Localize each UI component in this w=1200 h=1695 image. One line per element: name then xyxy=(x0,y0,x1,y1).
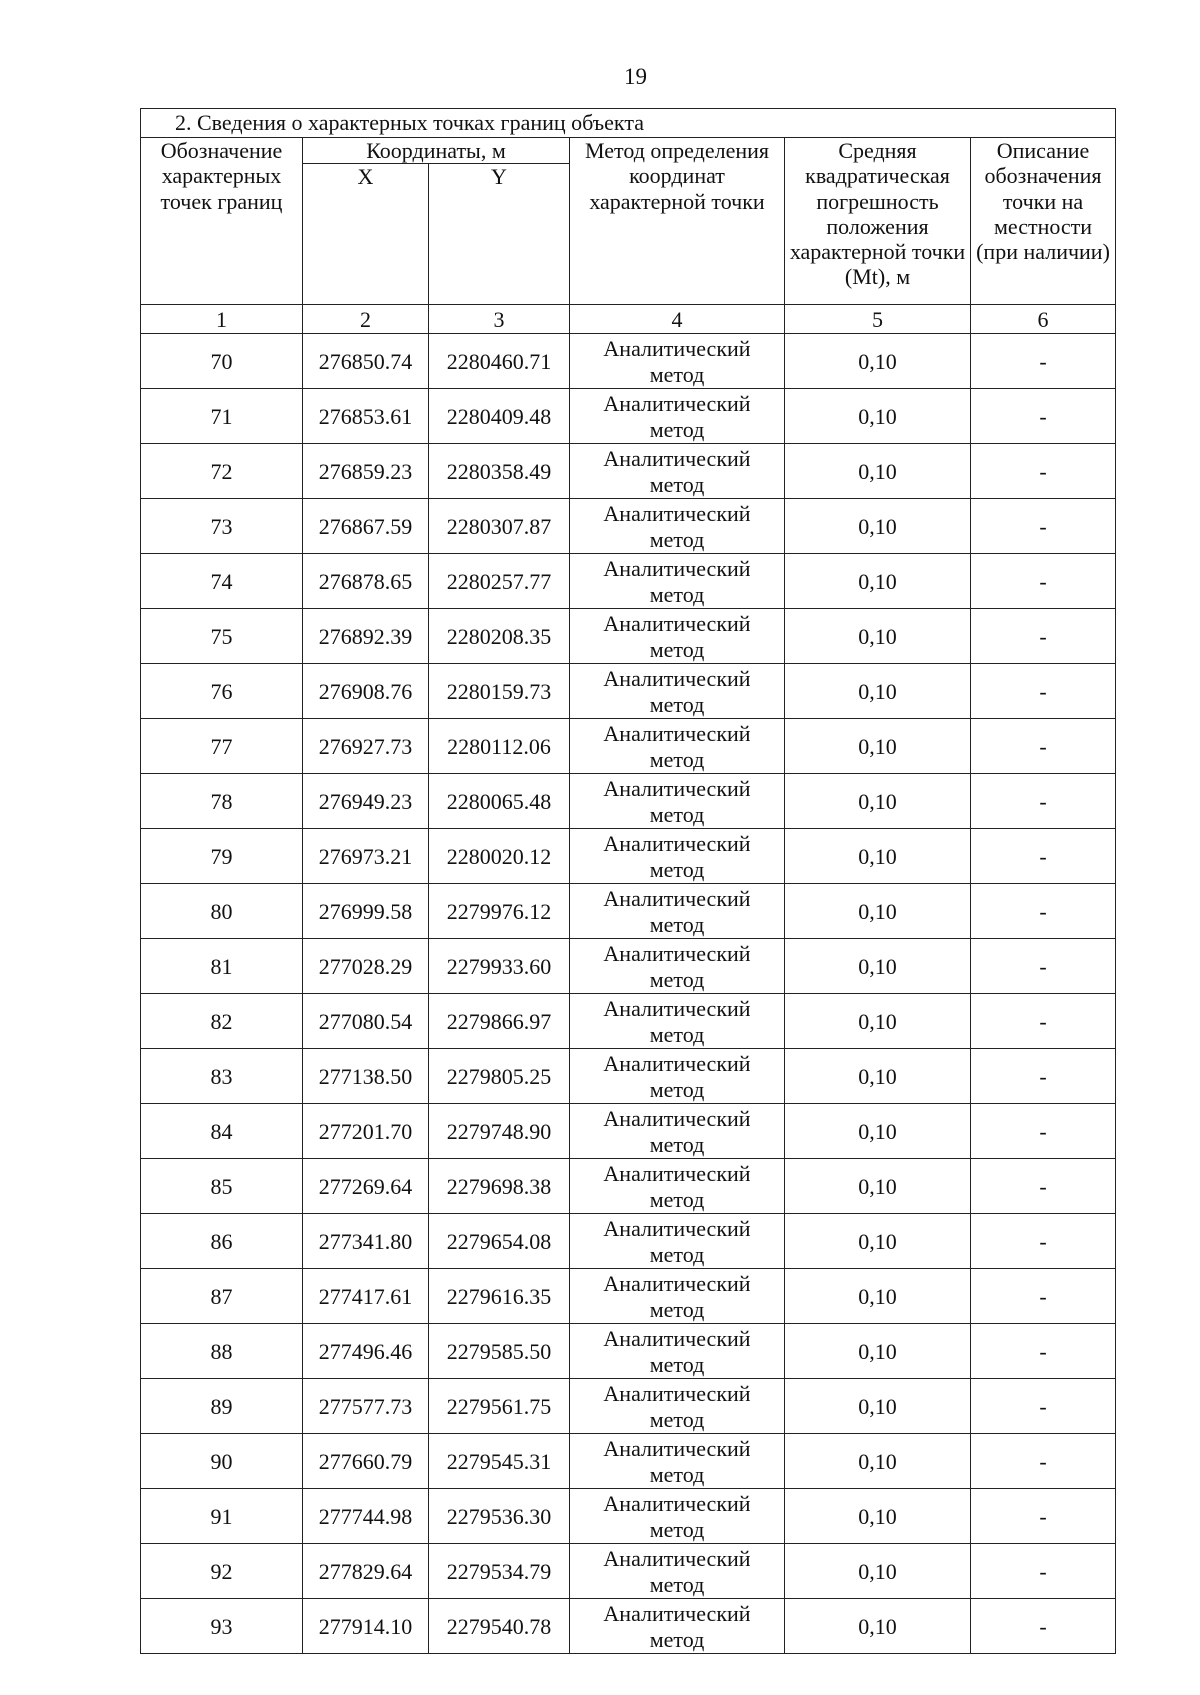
description-cell: - xyxy=(971,1214,1116,1269)
method-text-line2: метод xyxy=(649,472,705,498)
method-text-line1: Аналитический xyxy=(603,1326,751,1352)
column-number: 3 xyxy=(429,305,570,334)
method-text-line2: метод xyxy=(649,692,705,718)
point-id-cell: 79 xyxy=(141,829,303,884)
point-id-cell: 78 xyxy=(141,774,303,829)
point-id-cell: 70 xyxy=(141,334,303,389)
method-text-line1: Аналитический xyxy=(603,1051,751,1077)
point-id-cell: 90 xyxy=(141,1434,303,1489)
y-coordinate-cell: 2279976.12 xyxy=(429,884,570,939)
description-cell: - xyxy=(971,1379,1116,1434)
method-cell xyxy=(570,1599,785,1654)
x-coordinate-cell: 276949.23 xyxy=(303,774,429,829)
method-text-line2: метод xyxy=(649,637,705,663)
method-text-line2: метод xyxy=(649,1352,705,1378)
method-cell xyxy=(570,1544,785,1599)
header-y: Y xyxy=(429,164,570,305)
point-id-cell: 86 xyxy=(141,1214,303,1269)
method-cell xyxy=(570,774,785,829)
x-coordinate-cell: 276859.23 xyxy=(303,444,429,499)
method-text-line1: Аналитический xyxy=(603,1491,751,1517)
header-x: X xyxy=(303,164,429,305)
mean-square-error-cell: 0,10 xyxy=(785,664,971,719)
method-text-line2: метод xyxy=(649,1517,705,1543)
mean-square-error-cell: 0,10 xyxy=(785,1489,971,1544)
table-row xyxy=(141,444,1116,499)
point-id-cell: 82 xyxy=(141,994,303,1049)
x-coordinate-cell: 277744.98 xyxy=(303,1489,429,1544)
x-coordinate-cell: 276892.39 xyxy=(303,609,429,664)
y-coordinate-cell: 2280460.71 xyxy=(429,334,570,389)
table-row xyxy=(141,1544,1116,1599)
method-cell xyxy=(570,334,785,389)
method-cell xyxy=(570,499,785,554)
description-cell: - xyxy=(971,334,1116,389)
method-text-line2: метод xyxy=(649,1242,705,1268)
method-cell xyxy=(570,1269,785,1324)
method-text-line1: Аналитический xyxy=(603,391,751,417)
x-coordinate-cell: 277829.64 xyxy=(303,1544,429,1599)
method-text-line1: Аналитический xyxy=(603,556,751,582)
description-cell: - xyxy=(971,1049,1116,1104)
table-row xyxy=(141,1379,1116,1434)
table-row xyxy=(141,884,1116,939)
x-coordinate-cell: 276908.76 xyxy=(303,664,429,719)
method-text-line2: метод xyxy=(649,1132,705,1158)
x-coordinate-cell: 276973.21 xyxy=(303,829,429,884)
table-row xyxy=(141,499,1116,554)
column-number: 6 xyxy=(971,305,1116,334)
point-id-cell: 74 xyxy=(141,554,303,609)
mean-square-error-cell: 0,10 xyxy=(785,609,971,664)
mean-square-error-cell: 0,10 xyxy=(785,389,971,444)
mean-square-error-cell: 0,10 xyxy=(785,829,971,884)
mean-square-error-cell: 0,10 xyxy=(785,444,971,499)
y-coordinate-cell: 2280307.87 xyxy=(429,499,570,554)
method-text-line2: метод xyxy=(649,967,705,993)
method-text-line2: метод xyxy=(649,1187,705,1213)
mean-square-error-cell: 0,10 xyxy=(785,719,971,774)
description-cell: - xyxy=(971,1489,1116,1544)
point-id-cell: 77 xyxy=(141,719,303,774)
table-row xyxy=(141,994,1116,1049)
method-text-line1: Аналитический xyxy=(603,886,751,912)
y-coordinate-cell: 2279561.75 xyxy=(429,1379,570,1434)
point-id-cell: 85 xyxy=(141,1159,303,1214)
point-id-cell: 80 xyxy=(141,884,303,939)
y-coordinate-cell: 2280159.73 xyxy=(429,664,570,719)
x-coordinate-cell: 277496.46 xyxy=(303,1324,429,1379)
table-row xyxy=(141,334,1116,389)
mean-square-error-cell: 0,10 xyxy=(785,1104,971,1159)
method-cell xyxy=(570,1379,785,1434)
method-cell xyxy=(570,389,785,444)
x-coordinate-cell: 277201.70 xyxy=(303,1104,429,1159)
mean-square-error-cell: 0,10 xyxy=(785,774,971,829)
method-text-line1: Аналитический xyxy=(603,941,751,967)
description-cell: - xyxy=(971,664,1116,719)
point-id-cell: 92 xyxy=(141,1544,303,1599)
table-row xyxy=(141,1489,1116,1544)
table-row xyxy=(141,664,1116,719)
description-cell: - xyxy=(971,774,1116,829)
description-cell: - xyxy=(971,1599,1116,1654)
x-coordinate-cell: 277341.80 xyxy=(303,1214,429,1269)
x-coordinate-cell: 277660.79 xyxy=(303,1434,429,1489)
description-cell: - xyxy=(971,389,1116,444)
method-text-line1: Аналитический xyxy=(603,1436,751,1462)
table-row xyxy=(141,1434,1116,1489)
description-cell: - xyxy=(971,1434,1116,1489)
column-number: 1 xyxy=(141,305,303,334)
point-id-cell: 88 xyxy=(141,1324,303,1379)
section-title: 2. Сведения о характерных точках границ объекта xyxy=(141,109,1116,138)
description-cell: - xyxy=(971,829,1116,884)
point-id-cell: 93 xyxy=(141,1599,303,1654)
point-id-cell: 75 xyxy=(141,609,303,664)
method-text-line1: Аналитический xyxy=(603,1161,751,1187)
x-coordinate-cell: 277028.29 xyxy=(303,939,429,994)
mean-square-error-cell: 0,10 xyxy=(785,1049,971,1104)
column-number: 4 xyxy=(570,305,785,334)
point-id-cell: 89 xyxy=(141,1379,303,1434)
method-text-line1: Аналитический xyxy=(603,666,751,692)
page-number: 19 xyxy=(624,64,647,89)
header-coordinates: Координаты, м xyxy=(303,138,570,164)
description-cell: - xyxy=(971,1544,1116,1599)
x-coordinate-cell: 276927.73 xyxy=(303,719,429,774)
method-text-line2: метод xyxy=(649,417,705,443)
table-row xyxy=(141,1104,1116,1159)
table-row xyxy=(141,1324,1116,1379)
table-row xyxy=(141,609,1116,664)
method-text-line2: метод xyxy=(649,362,705,388)
point-id-cell: 73 xyxy=(141,499,303,554)
method-text-line2: метод xyxy=(649,1572,705,1598)
description-cell: - xyxy=(971,609,1116,664)
description-cell: - xyxy=(971,444,1116,499)
mean-square-error-cell: 0,10 xyxy=(785,884,971,939)
table-row xyxy=(141,1214,1116,1269)
header-method: Метод определения координат характерной точки xyxy=(570,138,785,305)
x-coordinate-cell: 277080.54 xyxy=(303,994,429,1049)
y-coordinate-cell: 2280257.77 xyxy=(429,554,570,609)
point-id-cell: 87 xyxy=(141,1269,303,1324)
table-row xyxy=(141,1049,1116,1104)
description-cell: - xyxy=(971,1324,1116,1379)
x-coordinate-cell: 277577.73 xyxy=(303,1379,429,1434)
y-coordinate-cell: 2279536.30 xyxy=(429,1489,570,1544)
y-coordinate-cell: 2279540.78 xyxy=(429,1599,570,1654)
table-row xyxy=(141,939,1116,994)
method-cell xyxy=(570,829,785,884)
mean-square-error-cell: 0,10 xyxy=(785,1324,971,1379)
mean-square-error-cell: 0,10 xyxy=(785,1214,971,1269)
y-coordinate-cell: 2279933.60 xyxy=(429,939,570,994)
x-coordinate-cell: 276850.74 xyxy=(303,334,429,389)
method-cell xyxy=(570,554,785,609)
point-id-cell: 83 xyxy=(141,1049,303,1104)
method-text-line2: метод xyxy=(649,912,705,938)
column-number: 2 xyxy=(303,305,429,334)
table-row xyxy=(141,389,1116,444)
y-coordinate-cell: 2279866.97 xyxy=(429,994,570,1049)
method-cell xyxy=(570,664,785,719)
method-text-line1: Аналитический xyxy=(603,721,751,747)
description-cell: - xyxy=(971,1104,1116,1159)
y-coordinate-cell: 2279585.50 xyxy=(429,1324,570,1379)
mean-square-error-cell: 0,10 xyxy=(785,994,971,1049)
method-cell xyxy=(570,719,785,774)
header-description: Описание обозначения точки на местности (при наличии) xyxy=(971,138,1116,305)
x-coordinate-cell: 276853.61 xyxy=(303,389,429,444)
table-row xyxy=(141,719,1116,774)
mean-square-error-cell: 0,10 xyxy=(785,499,971,554)
method-text-line2: метод xyxy=(649,747,705,773)
method-cell xyxy=(570,1049,785,1104)
table-row xyxy=(141,1159,1116,1214)
point-id-cell: 84 xyxy=(141,1104,303,1159)
method-cell xyxy=(570,1104,785,1159)
point-id-cell: 81 xyxy=(141,939,303,994)
method-cell xyxy=(570,609,785,664)
method-text-line1: Аналитический xyxy=(603,446,751,472)
method-cell xyxy=(570,939,785,994)
mean-square-error-cell: 0,10 xyxy=(785,1379,971,1434)
y-coordinate-cell: 2279654.08 xyxy=(429,1214,570,1269)
method-text-line1: Аналитический xyxy=(603,831,751,857)
description-cell: - xyxy=(971,1269,1116,1324)
column-number: 5 xyxy=(785,305,971,334)
method-text-line1: Аналитический xyxy=(603,336,751,362)
y-coordinate-cell: 2280065.48 xyxy=(429,774,570,829)
method-text-line1: Аналитический xyxy=(603,1546,751,1572)
boundary-points-table xyxy=(140,108,1116,1654)
header-mean-square-error: Средняя квадратическая погрешность положения характерной точки (Mt), м xyxy=(785,138,971,305)
method-cell xyxy=(570,444,785,499)
x-coordinate-cell: 276867.59 xyxy=(303,499,429,554)
point-id-cell: 72 xyxy=(141,444,303,499)
y-coordinate-cell: 2279698.38 xyxy=(429,1159,570,1214)
mean-square-error-cell: 0,10 xyxy=(785,1544,971,1599)
y-coordinate-cell: 2279805.25 xyxy=(429,1049,570,1104)
point-id-cell: 91 xyxy=(141,1489,303,1544)
method-text-line1: Аналитический xyxy=(603,1216,751,1242)
method-cell xyxy=(570,1489,785,1544)
method-text-line1: Аналитический xyxy=(603,776,751,802)
y-coordinate-cell: 2280208.35 xyxy=(429,609,570,664)
method-text-line2: метод xyxy=(649,1407,705,1433)
method-text-line1: Аналитический xyxy=(603,1271,751,1297)
table-row xyxy=(141,829,1116,884)
table-row xyxy=(141,774,1116,829)
point-id-cell: 71 xyxy=(141,389,303,444)
method-cell xyxy=(570,1159,785,1214)
method-cell xyxy=(570,994,785,1049)
method-text-line1: Аналитический xyxy=(603,1381,751,1407)
method-text-line2: метод xyxy=(649,1297,705,1323)
table-row xyxy=(141,1269,1116,1324)
method-text-line2: метод xyxy=(649,1627,705,1653)
method-text-line2: метод xyxy=(649,802,705,828)
method-text-line2: метод xyxy=(649,1077,705,1103)
point-id-cell: 76 xyxy=(141,664,303,719)
x-coordinate-cell: 276878.65 xyxy=(303,554,429,609)
header-point-designation: Обозначение характерных точек границ xyxy=(141,138,303,305)
mean-square-error-cell: 0,10 xyxy=(785,939,971,994)
x-coordinate-cell: 276999.58 xyxy=(303,884,429,939)
method-cell xyxy=(570,884,785,939)
description-cell: - xyxy=(971,994,1116,1049)
method-text-line2: метод xyxy=(649,527,705,553)
mean-square-error-cell: 0,10 xyxy=(785,1159,971,1214)
y-coordinate-cell: 2279616.35 xyxy=(429,1269,570,1324)
method-text-line2: метод xyxy=(649,857,705,883)
method-text-line1: Аналитический xyxy=(603,1106,751,1132)
mean-square-error-cell: 0,10 xyxy=(785,554,971,609)
description-cell: - xyxy=(971,499,1116,554)
method-cell xyxy=(570,1214,785,1269)
description-cell: - xyxy=(971,554,1116,609)
description-cell: - xyxy=(971,719,1116,774)
method-text-line1: Аналитический xyxy=(603,611,751,637)
method-text-line1: Аналитический xyxy=(603,501,751,527)
method-text-line2: метод xyxy=(649,1022,705,1048)
mean-square-error-cell: 0,10 xyxy=(785,1599,971,1654)
x-coordinate-cell: 277417.61 xyxy=(303,1269,429,1324)
y-coordinate-cell: 2279534.79 xyxy=(429,1544,570,1599)
x-coordinate-cell: 277138.50 xyxy=(303,1049,429,1104)
y-coordinate-cell: 2280358.49 xyxy=(429,444,570,499)
method-text-line2: метод xyxy=(649,582,705,608)
method-text-line2: метод xyxy=(649,1462,705,1488)
y-coordinate-cell: 2280409.48 xyxy=(429,389,570,444)
description-cell: - xyxy=(971,884,1116,939)
x-coordinate-cell: 277269.64 xyxy=(303,1159,429,1214)
method-cell xyxy=(570,1324,785,1379)
y-coordinate-cell: 2280020.12 xyxy=(429,829,570,884)
method-text-line1: Аналитический xyxy=(603,1601,751,1627)
y-coordinate-cell: 2280112.06 xyxy=(429,719,570,774)
mean-square-error-cell: 0,10 xyxy=(785,1434,971,1489)
mean-square-error-cell: 0,10 xyxy=(785,1269,971,1324)
y-coordinate-cell: 2279748.90 xyxy=(429,1104,570,1159)
method-cell xyxy=(570,1434,785,1489)
description-cell: - xyxy=(971,1159,1116,1214)
y-coordinate-cell: 2279545.31 xyxy=(429,1434,570,1489)
method-text-line1: Аналитический xyxy=(603,996,751,1022)
mean-square-error-cell: 0,10 xyxy=(785,334,971,389)
x-coordinate-cell: 277914.10 xyxy=(303,1599,429,1654)
description-cell: - xyxy=(971,939,1116,994)
table-row xyxy=(141,554,1116,609)
table-row xyxy=(141,1599,1116,1654)
